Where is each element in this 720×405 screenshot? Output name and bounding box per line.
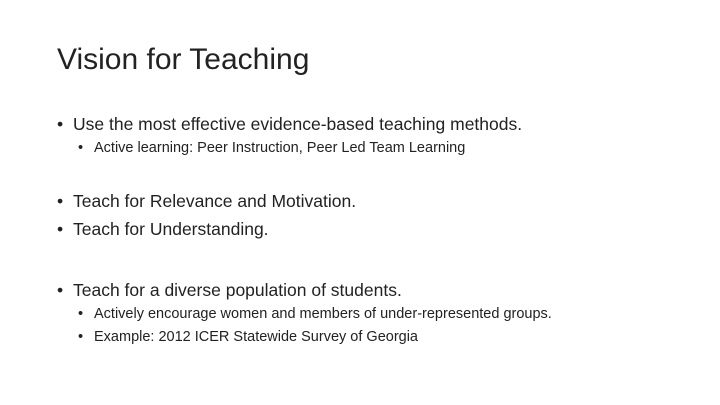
bullet-text: Active learning: Peer Instruction, Peer Led Team Learning xyxy=(94,140,466,156)
slide-title: Vision for Teaching xyxy=(57,43,310,76)
bullet-marker: • xyxy=(78,306,84,322)
bullet-marker: • xyxy=(57,219,64,239)
bullet-text: Teach for Relevance and Motivation. xyxy=(73,191,357,211)
bullet-text: Teach for a diverse population of students. xyxy=(73,280,402,300)
bullet-marker: • xyxy=(78,329,84,345)
bullet-text: Example: 2012 ICER Statewide Survey of Georgia xyxy=(94,329,418,345)
bullet-item xyxy=(57,217,269,241)
bullet-item xyxy=(57,278,402,302)
bullet-text: Actively encourage women and members of under-represented groups. xyxy=(94,306,552,322)
bullet-item xyxy=(57,112,522,136)
bullet-marker: • xyxy=(78,140,84,156)
bullet-marker: • xyxy=(57,114,64,134)
bullet-text: Use the most effective evidence-based teaching methods. xyxy=(73,114,523,134)
sub-bullet-item xyxy=(78,138,465,158)
bullet-item xyxy=(57,189,356,213)
bullet-marker: • xyxy=(57,191,64,211)
bullet-text: Teach for Understanding. xyxy=(73,219,269,239)
sub-bullet-item xyxy=(78,304,552,324)
sub-bullet-item xyxy=(78,327,418,347)
bullet-marker: • xyxy=(57,280,64,300)
